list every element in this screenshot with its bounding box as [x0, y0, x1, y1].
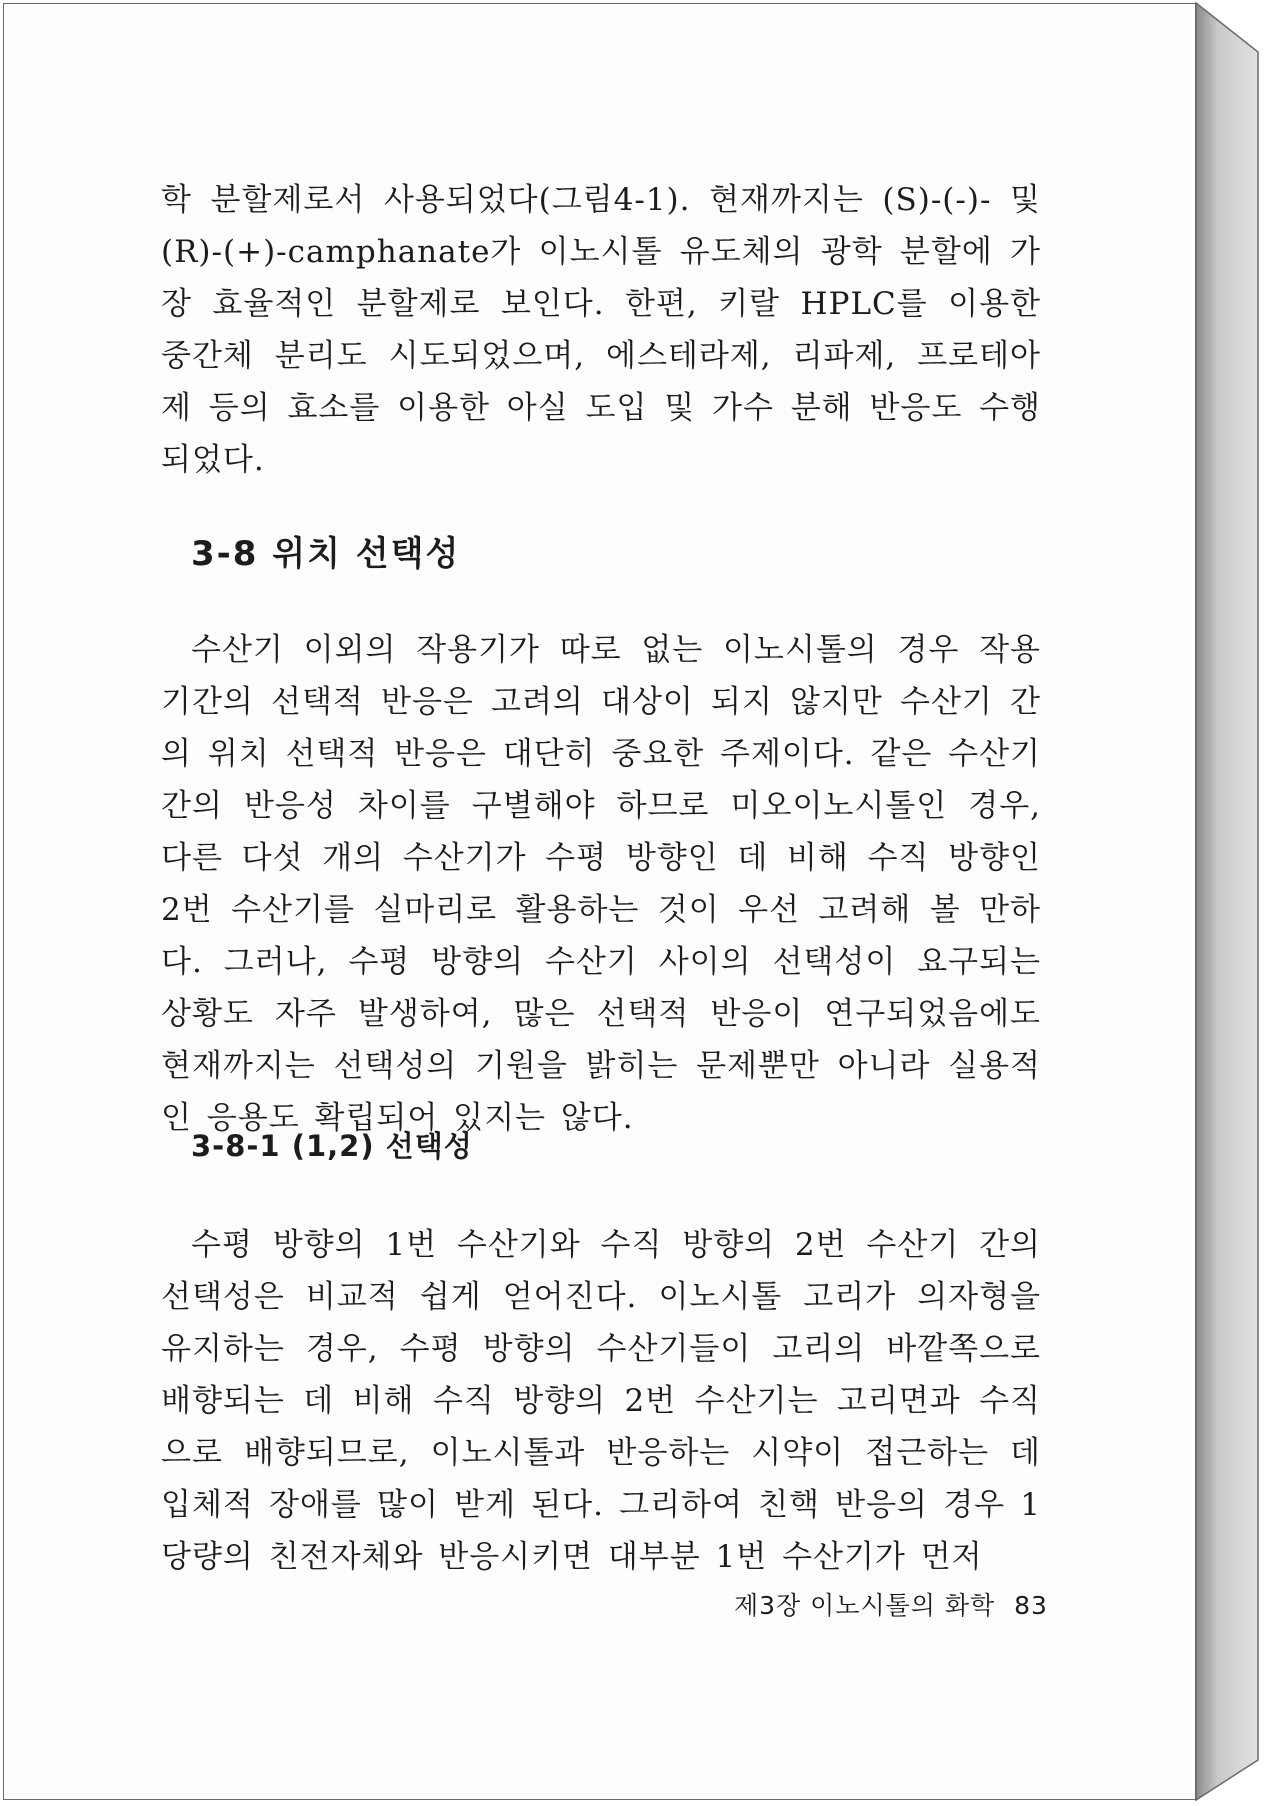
paragraph-1: 학 분할제로서 사용되었다(그림4-1). 현재까지는 (S)-(-)- 및 (R)-(+)-camphanate가 이노시톨 유도체의 광학 분할에 가장 효율적인 분할제로 보인다. 한편, 키랄 HPLC를 이용한 중간체 분리도 시도되었으며, 에스테라제, 리파제, 프로테아제 등의 효소를 이용한 아실 도입 및 가수 분해 반응도 수행되었다. [161, 182, 1041, 478]
paragraph-2: 수산기 이외의 작용기가 따로 없는 이노시톨의 경우 작용 기간의 선택적 반응은 고려의 대상이 되지 않지만 수산기 간의 위치 선택적 반응은 대단히 중요한 주제이다. 같은 수산기 간의 반응성 차이를 구별해야 하므로 미오이노시톨인 경우, 다른 다섯 개의 수산기가 수평 방향인 데 비해 수직 방향인 2번 수산기를 실마리로 활용하는 것이 우선 고려해 볼 만하다. 그러나, 수평 방향의 수산기 사이의 선택성이 요구되는 상황도 자주 발생하여, 많은 선택적 반응이 연구되었음에도 현재까지는 선택성의 기원을 밝히는 문제뿐만 아니라 실용적인 응용도 확립되어 있지는 않다. [161, 632, 1041, 1136]
subsection-title: 3-8-1 (1,2) 선택성 [191, 1129, 473, 1163]
page-footer [734, 1586, 1058, 1622]
book-page [3, 3, 1196, 1800]
footer-chapter-title: 제3장 이노시톨의 화학 [734, 1591, 996, 1620]
paragraph-3: 수평 방향의 1번 수산기와 수직 방향의 2번 수산기 간의 선택성은 비교적 쉽게 얻어진다. 이노시톨 고리가 의자형을 유지하는 경우, 수평 방향의 수산기들이 고리의 바깥쪽으로 배향되는 데 비해 수직 방향의 2번 수산기는 고리면과 수직으로 배향되므로, 이노시톨과 반응하는 시약이 접근하는 데 입체적 장애를 많이 받게 된다. 그리하여 친핵 반응의 경우 1당량의 친전자체와 반응시키면 대부분 1번 수산기가 먼저 [161, 1227, 1041, 1575]
page-number: 83 [1014, 1591, 1048, 1620]
section-title: 3-8 위치 선택성 [191, 534, 461, 574]
